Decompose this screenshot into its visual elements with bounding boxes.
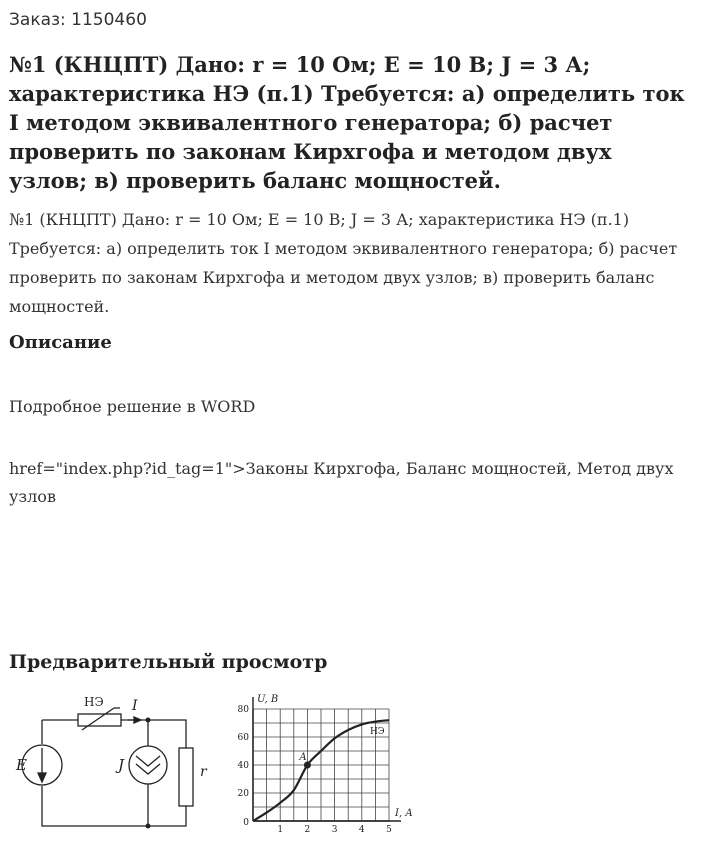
x-tick-label: 1 xyxy=(277,825,284,835)
label-ne: НЭ xyxy=(84,695,104,709)
y-tick-label: 20 xyxy=(237,789,249,799)
y-tick-label: 60 xyxy=(237,733,249,743)
resistor-r xyxy=(179,748,193,806)
node-top xyxy=(146,718,151,723)
description-tags[interactable]: href="index.php?id_tag=1">Законы Кирхгофа, Баланс мощностей, Метод двух узлов xyxy=(9,459,674,506)
x-tick-label: 3 xyxy=(331,825,338,835)
current-source xyxy=(129,746,167,784)
wire-top-right xyxy=(121,720,186,748)
ne-element xyxy=(78,714,121,726)
curve-label: НЭ xyxy=(369,727,385,738)
y-tick-label: 80 xyxy=(237,705,249,715)
description-line-word: Подробное решение в WORD xyxy=(9,397,256,416)
label-resistor: r xyxy=(200,764,207,780)
page-title: №1 (КНЦПТ) Дано: r = 10 Ом; E = 10 В; J = 3 А; характеристика НЭ (п.1) Требуется: а) определить ток I методом эквивалентного генератора; б) расчет проверить по законам Кирхгофа и методом двух узлов; в) проверить баланс мощностей. xyxy=(9,52,685,193)
x-tick-label: 4 xyxy=(358,825,365,835)
y-tick-label: 40 xyxy=(237,761,249,771)
task-text: №1 (КНЦПТ) Дано: r = 10 Ом; E = 10 В; J = 3 А; характеристика НЭ (п.1) Требуется: а) определить ток I методом эквивалентного генератора; б) расчет проверить по законам Кирхгофа и методом двух узлов; в) проверить баланс мощностей. xyxy=(9,210,678,316)
y-tick-label: 0 xyxy=(243,818,249,828)
order-number: Заказ: 1150460 xyxy=(9,10,147,30)
operating-point-label: A xyxy=(299,752,307,763)
circuit-diagram xyxy=(8,690,218,840)
preview-heading: Предварительный просмотр xyxy=(9,651,328,673)
x-axis-label: I, А xyxy=(395,808,413,819)
label-emf: E xyxy=(16,756,27,774)
label-current: I xyxy=(132,698,138,714)
description-heading: Описание xyxy=(9,332,112,353)
x-tick-label: 5 xyxy=(386,825,392,835)
wire-left-bottom xyxy=(42,786,186,826)
y-axis-label: U, В xyxy=(257,694,279,705)
current-arrow-head xyxy=(134,717,141,723)
x-tick-label: 2 xyxy=(304,825,311,835)
node-bottom xyxy=(146,824,151,829)
label-source: J xyxy=(118,756,125,774)
ne-characteristic-chart xyxy=(226,690,416,840)
